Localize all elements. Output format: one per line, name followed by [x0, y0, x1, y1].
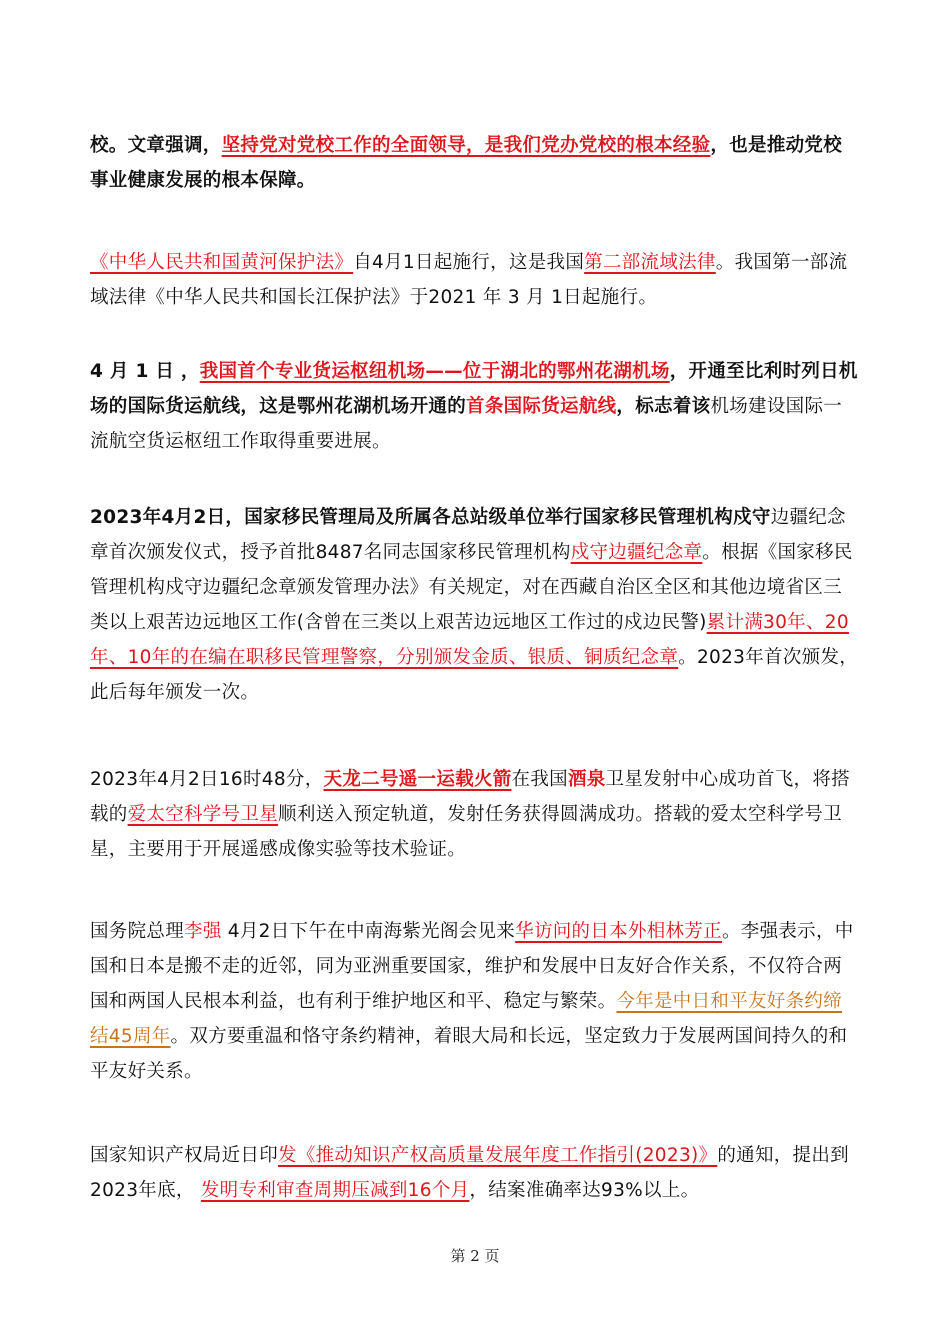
text-segment: 在我国 — [511, 769, 568, 790]
text-segment: ，结案准确率达93%以上。 — [469, 1180, 700, 1201]
text-segment: 2023年4月2日16时48分， — [90, 769, 324, 790]
paragraph-border-medal — [90, 500, 860, 710]
text-segment: ，也是推动党校事业健康发展的根本保障。 — [90, 135, 843, 191]
highlight-segment: 李强 — [184, 921, 222, 942]
text-segment: 自4月1日起施行，这是我国 — [353, 252, 585, 273]
text-segment: 卫星发射中心成功首飞，将搭载的 — [90, 769, 850, 825]
text-segment: 国务院总理 — [90, 921, 185, 942]
text-segment: 。2023年首次颁发，此后每年颁发一次。 — [90, 647, 859, 703]
text-segment: 机场建设国际一流航空货运枢纽工作取得重要进展。 — [90, 396, 843, 452]
text-segment: 的通知，提出到2023年底， — [90, 1145, 849, 1201]
text-segment: 顺利送入预定轨道，发射任务获得圆满成功。搭载的爱太空科学号卫星，主要用于开展遥感成像实验等技术验证。 — [90, 804, 843, 860]
highlight-segment: 爱太空科学号卫星 — [127, 804, 279, 825]
text-segment: 。我国第一部流域法律《中华人民共和国长江保护法》于2021 年 3 月 1日起施行。 — [90, 252, 848, 308]
text-segment: 。李强表示，中国和日本是搬不走的近邻，同为亚洲重要国家，维护和发展中日友好合作关系，不仅符合两国和两国人民根本利益，也有利于维护地区和平、稳定与繁荣。 — [90, 921, 854, 1012]
paragraph-china-japan-meeting — [90, 914, 860, 1089]
paragraph-tianlong-rocket — [90, 762, 860, 867]
paragraph-party-school — [90, 128, 860, 198]
highlight-segment: 发《推动知识产权高质量发展年度工作指引(2023)》 — [278, 1145, 718, 1166]
text-segment: 校。文章强调， — [90, 135, 222, 156]
highlight-segment: 今年是中日和平友好条约缔结45周年 — [90, 991, 843, 1047]
text-segment: ，标志着该 — [616, 396, 711, 417]
highlight-segment: 天龙二号遥一运载火箭 — [323, 769, 512, 790]
text-segment: 。根据《国家移民管理机构戍守边疆纪念章颁发管理办法》有关规定，对在西藏自治区全区和其他边境省区三类以上艰苦边远地区工作(含曾在三类以上艰苦边远地区工作过的戍边民警) — [90, 542, 853, 633]
paragraph-ezhou-airport — [90, 354, 860, 459]
text-segment: 国家知识产权局近日印 — [90, 1145, 279, 1166]
highlight-segment: 《中华人民共和国黄河保护法》 — [90, 252, 354, 273]
text-segment: ，开通至比利时列日机场的国际货运航线，这是鄂州花湖机场开通的 — [90, 361, 858, 417]
highlight-segment: 第二部流域法律 — [584, 252, 716, 273]
highlight-segment: 累计满30年、20年、10年的在编在职移民管理警察，分别颁发金质、银质、铜质纪念章 — [90, 612, 849, 668]
highlight-segment: 我国首个专业货运枢纽机场——位于湖北的鄂州花湖机场 — [199, 361, 670, 382]
highlight-segment: 坚持党对党校工作的全面领导，是我们党办党校的根本经验 — [221, 135, 711, 156]
text-segment: 。双方要重温和恪守条约精神，着眼大局和长远，坚定致力于发展两国间持久的和平友好关系。 — [90, 1026, 848, 1082]
highlight-segment: 发明专利审查周期压减到16个月 — [200, 1180, 470, 1201]
highlight-segment: 华访问的日本外相林芳正 — [515, 921, 722, 942]
text-segment: 4 月 1 日 ， — [90, 361, 200, 382]
paragraph-yellow-river-law — [90, 245, 860, 315]
page-number: 第 2 页 — [450, 1247, 500, 1265]
text-segment: 4月2日下午在中南海紫光阁会见来 — [221, 921, 516, 942]
highlight-segment: 戍守边疆纪念章 — [570, 542, 703, 563]
text-segment: 2023年4月2日，国家移民管理局及所属各总站级单位举行国家移民管理机构戍守 — [90, 507, 771, 528]
highlight-segment: 首条国际货运航线 — [466, 396, 617, 417]
text-segment: 边疆纪念章首次颁发仪式，授予首批8487名同志国家移民管理机构 — [90, 507, 846, 563]
highlight-segment: 酒泉 — [567, 769, 606, 790]
paragraph-ip-guideline — [90, 1138, 860, 1208]
